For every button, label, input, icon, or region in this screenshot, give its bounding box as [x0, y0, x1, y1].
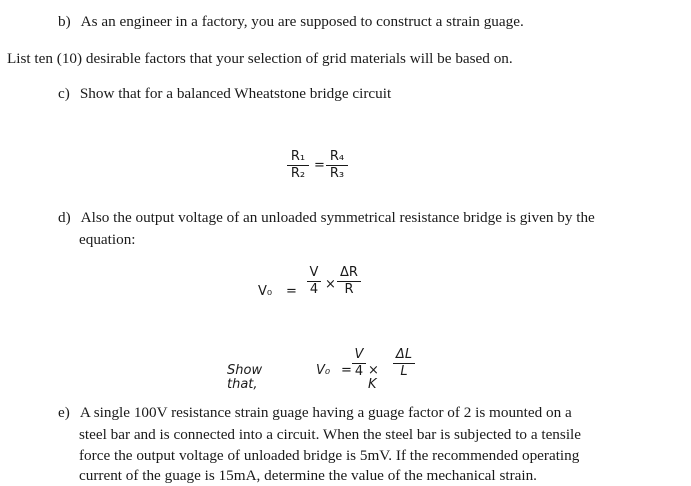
- question-e-line: steel bar and is connected into a circuit. When the steel bar is subjected to a tensile: [79, 426, 581, 443]
- question-d: [58, 208, 595, 228]
- denominator-l: L: [400, 364, 408, 379]
- denominator-4: 4: [354, 364, 364, 379]
- v0-symbol: V₀: [258, 284, 273, 299]
- denominator-r: R: [344, 282, 354, 297]
- fraction-deltar-r: [337, 266, 361, 297]
- question-e-line: force the output voltage of unloaded bridge is 5mV. If the recommended operating: [79, 447, 580, 464]
- question-e-line: A single 100V resistance strain guage having a guage factor of 2 is mounted on a: [79, 404, 572, 421]
- numerator-v: V: [354, 347, 364, 362]
- question-d-line2: equation:: [79, 231, 136, 248]
- fraction-r1-r2: [287, 150, 309, 181]
- numerator-r4: R₄: [329, 149, 345, 164]
- question-b: [58, 12, 524, 32]
- question-e: [58, 403, 572, 423]
- v0-symbol: V₀: [316, 363, 331, 378]
- fraction-deltal-l: [393, 348, 415, 379]
- times-k: × K: [368, 363, 379, 392]
- equals-sign: =: [286, 284, 297, 299]
- numerator-r1: R₁: [290, 149, 306, 164]
- question-d-label: d): [58, 209, 71, 226]
- equals-sign: =: [314, 158, 325, 173]
- question-d-line1: Also the output voltage of an unloaded symmetrical resistance bridge is given by the: [80, 209, 595, 226]
- fraction-v-4: [307, 266, 321, 297]
- denominator-4: 4: [309, 282, 319, 297]
- question-e-line: current of the guage is 15mA, determine the value of the mechanical strain.: [79, 467, 537, 484]
- question-b-label: b): [58, 13, 71, 30]
- question-c: [58, 84, 391, 104]
- question-c-label: c): [58, 85, 70, 102]
- fraction-r4-r3: [326, 150, 348, 181]
- fraction-v-4: [352, 348, 366, 379]
- question-e-label: e): [58, 404, 70, 421]
- numerator-delta-l: ΔL: [395, 347, 413, 362]
- equals-sign: =: [341, 363, 352, 378]
- question-c-text: Show that for a balanced Wheatstone bridge circuit: [79, 85, 392, 102]
- question-b-continuation: List ten (10) desirable factors that your selection of grid materials will be based on.: [7, 50, 513, 67]
- denominator-r2: R₂: [290, 166, 306, 181]
- times-sign: ×: [325, 277, 336, 292]
- question-b-text: As an engineer in a factory, you are supposed to construct a strain guage.: [80, 13, 524, 30]
- numerator-v: V: [309, 265, 319, 280]
- numerator-delta-r: ΔR: [340, 265, 358, 280]
- show-that-prefix: Show that,: [227, 363, 263, 392]
- denominator-r3: R₃: [329, 166, 345, 181]
